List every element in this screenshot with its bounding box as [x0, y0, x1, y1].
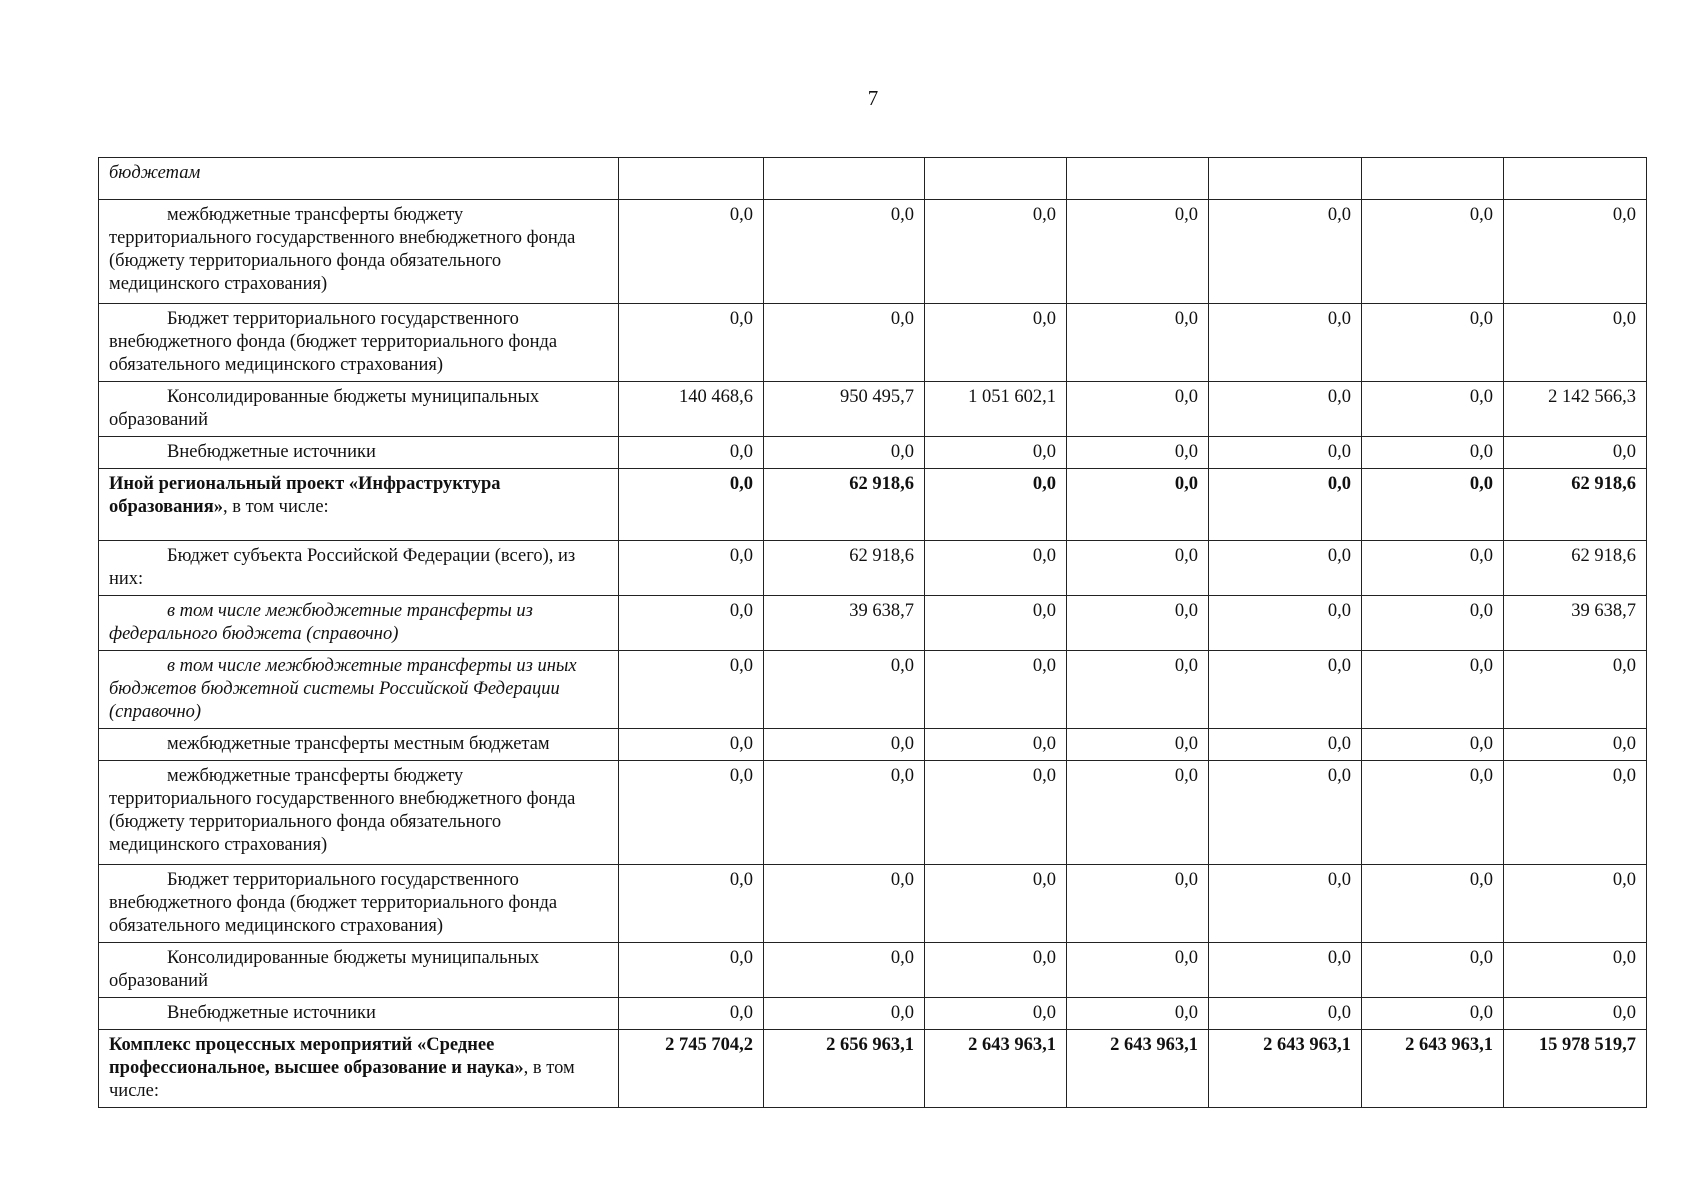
value-cell: 0,0 [1504, 651, 1647, 729]
value-cell: 0,0 [1362, 865, 1504, 943]
value-cell: 0,0 [619, 469, 764, 541]
value-cell: 0,0 [1362, 304, 1504, 382]
value-cell: 39 638,7 [764, 596, 925, 651]
value-cell: 0,0 [619, 761, 764, 865]
value-cell [764, 158, 925, 200]
table-row [99, 943, 1647, 998]
value-cell: 0,0 [925, 865, 1067, 943]
value-cell: 0,0 [925, 200, 1067, 304]
value-cell: 0,0 [925, 998, 1067, 1030]
value-cell: 0,0 [619, 596, 764, 651]
table-row [99, 1030, 1647, 1108]
row-name: межбюджетные трансферты бюджету территориального государственного внебюджетного фонда (бюджету территориального фонда обязательного медицинского страхования) [109, 766, 576, 855]
value-cell: 0,0 [1209, 541, 1362, 596]
value-cell: 0,0 [1209, 382, 1362, 437]
value-cell: 0,0 [1067, 761, 1209, 865]
row-name-bold: Комплекс процессных мероприятий «Среднее профессиональное, высшее образование и наука» [109, 1035, 524, 1078]
value-cell: 0,0 [1209, 761, 1362, 865]
value-cell: 0,0 [1362, 469, 1504, 541]
value-cell [1067, 158, 1209, 200]
row-name: Консолидированные бюджеты муниципальных образований [109, 387, 540, 430]
value-cell: 0,0 [764, 651, 925, 729]
value-cell: 950 495,7 [764, 382, 925, 437]
value-cell: 0,0 [619, 998, 764, 1030]
value-cell: 0,0 [1362, 382, 1504, 437]
value-cell: 1 051 602,1 [925, 382, 1067, 437]
table-body [99, 158, 1647, 1108]
row-name: бюджетам [109, 163, 201, 183]
row-name: Бюджет территориального государственного внебюджетного фонда (бюджет территориального фонда обязательного медицинского страхования) [109, 309, 558, 375]
table-row [99, 304, 1647, 382]
row-name-cell [99, 382, 619, 437]
value-cell: 0,0 [1209, 304, 1362, 382]
row-name-rest: , в том числе: [109, 1058, 575, 1101]
value-cell: 0,0 [925, 437, 1067, 469]
value-cell: 2 656 963,1 [764, 1030, 925, 1108]
value-cell: 0,0 [619, 304, 764, 382]
table-row [99, 729, 1647, 761]
value-cell: 0,0 [1362, 541, 1504, 596]
row-name-cell [99, 1030, 619, 1108]
table-row [99, 382, 1647, 437]
value-cell: 2 745 704,2 [619, 1030, 764, 1108]
value-cell: 0,0 [764, 729, 925, 761]
row-name-cell [99, 651, 619, 729]
value-cell [1362, 158, 1504, 200]
value-cell: 0,0 [1362, 596, 1504, 651]
value-cell: 0,0 [1209, 469, 1362, 541]
row-name-cell [99, 200, 619, 304]
value-cell [619, 158, 764, 200]
row-name-cell [99, 469, 619, 541]
value-cell: 0,0 [925, 596, 1067, 651]
table-row [99, 158, 1647, 200]
value-cell: 39 638,7 [1504, 596, 1647, 651]
value-cell: 0,0 [1067, 304, 1209, 382]
budget-table [98, 157, 1647, 1108]
row-name: межбюджетные трансферты местным бюджетам [167, 734, 550, 754]
row-name-rest: , в том числе: [222, 497, 329, 517]
value-cell: 0,0 [1362, 651, 1504, 729]
value-cell: 0,0 [764, 943, 925, 998]
value-cell: 0,0 [1362, 200, 1504, 304]
value-cell: 0,0 [1209, 437, 1362, 469]
value-cell: 0,0 [1504, 304, 1647, 382]
value-cell: 62 918,6 [764, 469, 925, 541]
value-cell: 0,0 [1504, 729, 1647, 761]
value-cell: 0,0 [1504, 761, 1647, 865]
value-cell: 0,0 [1209, 729, 1362, 761]
value-cell: 62 918,6 [1504, 469, 1647, 541]
value-cell: 0,0 [619, 729, 764, 761]
value-cell: 0,0 [1209, 651, 1362, 729]
value-cell: 0,0 [619, 651, 764, 729]
value-cell: 0,0 [619, 865, 764, 943]
value-cell: 0,0 [764, 998, 925, 1030]
row-name: Консолидированные бюджеты муниципальных образований [109, 948, 540, 991]
value-cell: 62 918,6 [1504, 541, 1647, 596]
value-cell: 0,0 [1209, 596, 1362, 651]
value-cell: 0,0 [1362, 761, 1504, 865]
row-name-cell [99, 437, 619, 469]
table-row [99, 761, 1647, 865]
row-name: Бюджет субъекта Российской Федерации (всего), из них: [109, 546, 576, 589]
value-cell: 2 643 963,1 [1209, 1030, 1362, 1108]
value-cell: 0,0 [1504, 998, 1647, 1030]
value-cell [1209, 158, 1362, 200]
table-row [99, 200, 1647, 304]
value-cell: 0,0 [619, 541, 764, 596]
row-name-cell [99, 761, 619, 865]
value-cell: 0,0 [925, 943, 1067, 998]
row-name: в том числе межбюджетные трансферты из федерального бюджета (справочно) [109, 601, 533, 644]
value-cell: 0,0 [1067, 943, 1209, 998]
value-cell: 62 918,6 [764, 541, 925, 596]
value-cell: 0,0 [764, 761, 925, 865]
value-cell: 0,0 [764, 200, 925, 304]
row-name-cell [99, 304, 619, 382]
row-name-cell [99, 541, 619, 596]
table-row [99, 437, 1647, 469]
table-row [99, 651, 1647, 729]
value-cell: 0,0 [1067, 437, 1209, 469]
value-cell: 0,0 [764, 437, 925, 469]
value-cell: 2 142 566,3 [1504, 382, 1647, 437]
row-name: Внебюджетные источники [167, 1003, 376, 1023]
value-cell: 2 643 963,1 [925, 1030, 1067, 1108]
value-cell: 0,0 [1067, 865, 1209, 943]
row-name-cell [99, 998, 619, 1030]
row-name: Бюджет территориального государственного внебюджетного фонда (бюджет территориального фонда обязательного медицинского страхования) [109, 870, 558, 936]
value-cell: 0,0 [1067, 651, 1209, 729]
value-cell: 0,0 [925, 304, 1067, 382]
value-cell: 0,0 [1362, 729, 1504, 761]
table-row [99, 541, 1647, 596]
value-cell: 0,0 [1067, 596, 1209, 651]
value-cell: 2 643 963,1 [1067, 1030, 1209, 1108]
value-cell: 0,0 [619, 437, 764, 469]
value-cell: 140 468,6 [619, 382, 764, 437]
value-cell: 0,0 [1209, 998, 1362, 1030]
value-cell: 0,0 [1209, 943, 1362, 998]
row-name-cell [99, 865, 619, 943]
row-name-cell [99, 729, 619, 761]
row-name: Внебюджетные источники [167, 442, 376, 462]
value-cell [925, 158, 1067, 200]
value-cell: 15 978 519,7 [1504, 1030, 1647, 1108]
value-cell: 0,0 [1504, 437, 1647, 469]
value-cell: 0,0 [1362, 943, 1504, 998]
table-row [99, 469, 1647, 541]
value-cell: 0,0 [1209, 200, 1362, 304]
value-cell: 0,0 [619, 943, 764, 998]
value-cell: 0,0 [1362, 998, 1504, 1030]
value-cell: 0,0 [764, 304, 925, 382]
value-cell: 0,0 [1067, 998, 1209, 1030]
value-cell: 0,0 [1504, 865, 1647, 943]
value-cell: 0,0 [1504, 200, 1647, 304]
page-number: 7 [867, 86, 879, 110]
row-name-cell [99, 943, 619, 998]
value-cell: 0,0 [1067, 541, 1209, 596]
value-cell [1504, 158, 1647, 200]
row-name: в том числе межбюджетные трансферты из иных бюджетов бюджетной системы Российской Федерации (справочно) [109, 656, 577, 722]
value-cell: 0,0 [925, 651, 1067, 729]
value-cell: 0,0 [1209, 865, 1362, 943]
value-cell: 0,0 [1504, 943, 1647, 998]
value-cell: 0,0 [925, 729, 1067, 761]
value-cell: 0,0 [925, 541, 1067, 596]
value-cell: 0,0 [1067, 729, 1209, 761]
value-cell: 0,0 [1067, 200, 1209, 304]
value-cell: 0,0 [619, 200, 764, 304]
row-name: межбюджетные трансферты бюджету территориального государственного внебюджетного фонда (бюджету территориального фонда обязательного медицинского страхования) [109, 205, 576, 294]
value-cell: 0,0 [764, 865, 925, 943]
value-cell: 0,0 [1067, 382, 1209, 437]
table-row [99, 865, 1647, 943]
value-cell: 0,0 [1067, 469, 1209, 541]
table-row [99, 998, 1647, 1030]
row-name-bold: Иной региональный проект «Инфраструктура образования» [109, 474, 501, 517]
value-cell: 0,0 [1362, 437, 1504, 469]
value-cell: 0,0 [925, 469, 1067, 541]
row-name-cell [99, 158, 619, 200]
table-row [99, 596, 1647, 651]
value-cell: 0,0 [925, 761, 1067, 865]
row-name-cell [99, 596, 619, 651]
value-cell: 2 643 963,1 [1362, 1030, 1504, 1108]
